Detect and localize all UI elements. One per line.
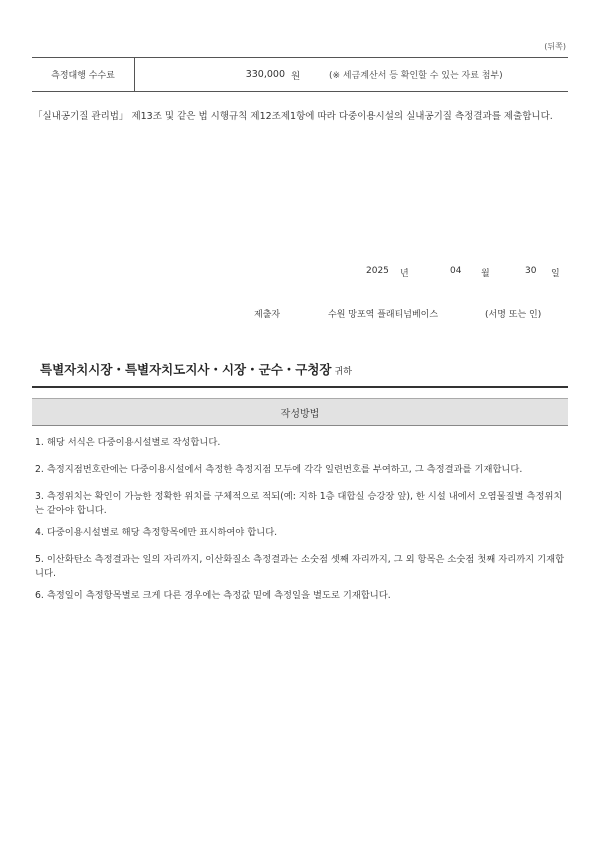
instruction-item: 3. 측정위치는 확인이 가능한 정확한 위치를 구체적으로 적되(예: 지하 1층 대합실 승강장 앞), 한 시설 내에서 오염물질별 측정위치는 같아야 합니다. — [35, 491, 563, 516]
section-title: 작성방법 — [32, 398, 568, 426]
fee-unit: 원 — [291, 70, 301, 82]
addressee-title: 특별자치시장・특별자치도지사・시장・군수・구청장 — [40, 362, 332, 377]
fee-note: (※ 세금계산서 등 확인할 수 있는 자료 첨부) — [329, 71, 503, 81]
fee-table — [32, 57, 568, 92]
instruction-item: 1. 해당 서식은 다중이용시설별로 작성합니다. — [35, 437, 221, 448]
date-day-unit: 일 — [551, 269, 560, 279]
instruction-item: 6. 측정일이 측정항목별로 크게 다른 경우에는 측정값 밑에 측정일을 별도로 기재합니다. — [35, 590, 391, 601]
instruction-item: 2. 측정지점번호란에는 다중이용시설에서 측정한 측정지점 모두에 각각 일련번호를 부여하고, 그 측정결과를 기재합니다. — [35, 464, 523, 475]
addressee-suffix: 귀하 — [334, 367, 352, 377]
instruction-item: 4. 다중이용시설별로 해당 측정항목에만 표시하여야 합니다. — [35, 527, 278, 538]
addressee — [40, 360, 352, 378]
submission-statement: 「실내공기질 관리법」 제13조 및 같은 법 시행규칙 제12조제1항에 따라 다중이용시설의 실내공기질 측정결과를 제출합니다. — [33, 111, 553, 122]
instruction-item: 5. 이산화탄소 측정결과는 일의 자리까지, 이산화질소 측정결과는 소숫점 셋째 자리까지, 그 외 항목은 소숫점 첫째 자리까지 기재합니다. — [35, 554, 565, 579]
fee-amount: 330,000 — [245, 69, 285, 80]
submitter-label: 제출자 — [254, 310, 281, 320]
instruction-list — [35, 436, 570, 616]
submission-date — [360, 266, 570, 280]
section-divider — [32, 386, 568, 388]
fee-label: 측정대행 수수료 — [32, 58, 135, 91]
date-day: 30 — [525, 266, 537, 276]
date-month: 04 — [450, 266, 462, 276]
date-year-unit: 년 — [400, 269, 409, 279]
page-side-label: (뒤쪽) — [544, 42, 566, 51]
signature-note: (서명 또는 인) — [485, 310, 542, 320]
date-month-unit: 월 — [481, 269, 490, 279]
submitter-name: 수원 망포역 플래티넘베이스 — [328, 310, 439, 320]
date-year: 2025 — [366, 266, 389, 276]
submitter-row — [254, 307, 570, 321]
